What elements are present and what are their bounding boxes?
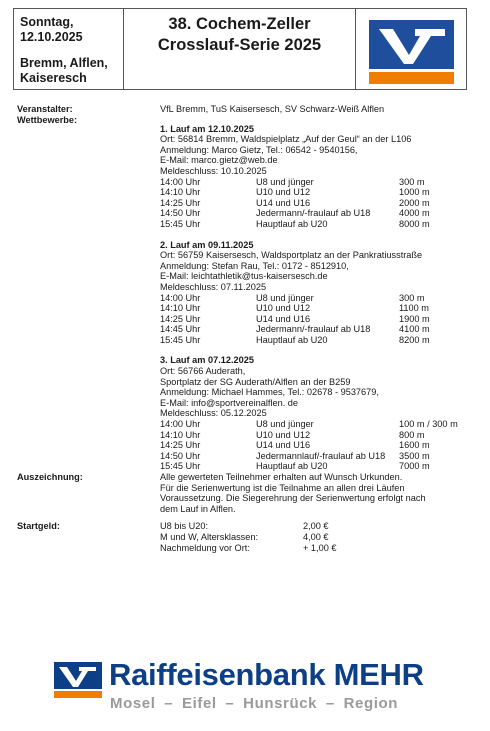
start-time: 15:45 Uhr <box>160 218 201 229</box>
awards-row <box>17 472 477 514</box>
schedule-row <box>160 198 477 209</box>
race-block <box>160 124 477 230</box>
schedule-row <box>160 219 477 230</box>
sponsor-tagline: Mosel – Eifel – Hunsrück – Region <box>110 695 399 712</box>
awards-text <box>160 472 477 514</box>
age-class: U8 und jünger <box>256 292 314 303</box>
schedule-row <box>160 440 477 451</box>
distance: 2000 m <box>399 197 430 208</box>
age-class: Jedermann/-fraulauf ab U18 <box>256 324 371 335</box>
age-class: U14 und U16 <box>256 197 311 208</box>
age-class: Hauptlauf ab U20 <box>256 334 328 345</box>
fee-row <box>160 532 477 543</box>
race-info-line: Meldeschluss: 07.11.2025 <box>160 281 267 292</box>
race-info-line: Anmeldung: Marco Gietz, Tel.: 06542 - 9540156, <box>160 144 358 155</box>
start-time: 14:25 Uhr <box>160 440 201 451</box>
age-class: U14 und U16 <box>256 313 311 324</box>
fee-row <box>160 543 477 554</box>
place-line-1: Bremm, Alflen, <box>20 56 108 70</box>
distance: 800 m <box>399 429 425 440</box>
fee-amount: + 1,00 € <box>303 542 337 553</box>
race-block <box>160 240 477 346</box>
volksbank-raiffeisenbank-logo-icon <box>369 20 454 84</box>
competitions-row <box>17 115 477 472</box>
header-box <box>13 8 467 90</box>
fees-label: Startgeld: <box>17 521 60 532</box>
distance: 300 m <box>399 176 425 187</box>
fee-name: M und W, Altersklassen: <box>160 531 259 542</box>
date-place-cell <box>14 9 124 89</box>
race-title: 2. Lauf am 09.11.2025 <box>160 239 254 250</box>
competitions-label: Wettbewerbe: <box>17 114 78 125</box>
race-info-line: Anmeldung: Stefan Rau, Tel.: 0172 - 8512910, <box>160 260 349 271</box>
age-class: Hauptlauf ab U20 <box>256 461 328 472</box>
schedule-row <box>160 314 477 325</box>
age-class: U8 und jünger <box>256 176 314 187</box>
date-day: Sonntag, <box>20 15 74 29</box>
awards-label: Auszeichnung: <box>17 472 83 482</box>
schedule-row <box>160 335 477 346</box>
race-info-line: E-Mail: info@sportvereinalflen. de <box>160 397 299 408</box>
awards-line: Für die Serienwertung ist die Teilnahme an allen drei Läufen <box>160 482 405 493</box>
age-class: Jedermannlauf/-fraulauf ab U18 <box>256 450 386 461</box>
awards-line: Voraussetzung. Die Siegerehrung der Serienwertung erfolgt nach <box>160 493 426 504</box>
distance: 1900 m <box>399 313 430 324</box>
organizer-value: VfL Bremm, TuS Kaisersesch, SV Schwarz-Weiß Alflen <box>160 104 385 114</box>
distance: 300 m <box>399 292 425 303</box>
start-time: 14:45 Uhr <box>160 324 201 335</box>
start-time: 15:45 Uhr <box>160 461 201 472</box>
age-class: U10 und U12 <box>256 429 311 440</box>
distance: 4000 m <box>399 208 430 219</box>
start-time: 14:25 Uhr <box>160 197 201 208</box>
distance: 1100 m <box>399 303 429 314</box>
distance: 100 m / 300 m <box>399 419 458 430</box>
schedule-row <box>160 177 477 188</box>
schedule-row <box>160 419 477 430</box>
age-class: U10 und U12 <box>256 303 311 314</box>
raiffeisenbank-logo-icon <box>54 662 102 698</box>
distance: 7000 m <box>399 461 430 472</box>
start-time: 14:25 Uhr <box>160 313 201 324</box>
schedule-row <box>160 293 477 304</box>
organizer-row <box>17 104 477 115</box>
distance: 3500 m <box>399 450 430 461</box>
race-info-line: E-Mail: marco.gietz@web.de <box>160 155 278 166</box>
age-class: U8 und jünger <box>256 419 314 430</box>
race-info-line: Meldeschluss: 10.10.2025 <box>160 165 267 176</box>
start-time: 14:10 Uhr <box>160 187 201 198</box>
fee-amount: 2,00 € <box>303 521 329 532</box>
fee-name: Nachmeldung vor Ort: <box>160 542 250 553</box>
age-class: U14 und U16 <box>256 440 311 451</box>
start-time: 14:00 Uhr <box>160 292 201 303</box>
fee-row <box>160 521 477 532</box>
event-title-cell <box>124 9 356 89</box>
schedule-row <box>160 187 477 198</box>
distance: 1600 m <box>399 440 430 451</box>
start-time: 14:50 Uhr <box>160 450 201 461</box>
distance: 1000 m <box>399 187 430 198</box>
start-time: 15:45 Uhr <box>160 334 201 345</box>
schedule-row <box>160 324 477 335</box>
fee-name: U8 bis U20: <box>160 521 209 532</box>
awards-line: Alle gewerteten Teilnehmer erhalten auf Wunsch Urkunden. <box>160 472 403 482</box>
event-title-line-1: 38. Cochem-Zeller <box>168 15 311 33</box>
race-info-line: Meldeschluss: 05.12.2025 <box>160 408 267 419</box>
distance: 8000 m <box>399 218 430 229</box>
schedule-row <box>160 451 477 462</box>
date-value: 12.10.2025 <box>20 29 83 44</box>
start-time: 14:50 Uhr <box>160 208 201 219</box>
event-title-line-2: Crosslauf-Serie 2025 <box>157 36 322 54</box>
race-info-line: Ort: 56814 Bremm, Waldspielplatz „Auf der Geul“ an der L106 <box>160 134 412 145</box>
fees-row <box>17 521 477 553</box>
awards-line: dem Lauf in Alflen. <box>160 503 236 514</box>
organizer-label: Veranstalter: <box>17 104 73 114</box>
race-info-line: Anmeldung: Michael Hammes, Tel.: 02678 - 9537679, <box>160 387 379 398</box>
fee-amount: 4,00 € <box>303 531 329 542</box>
age-class: U10 und U12 <box>256 187 311 198</box>
main-content <box>17 104 477 553</box>
start-time: 14:00 Uhr <box>160 176 201 187</box>
races-list <box>160 115 477 472</box>
race-info-line: Ort: 56766 Auderath, <box>160 366 246 377</box>
schedule-row <box>160 430 477 441</box>
start-time: 14:10 Uhr <box>160 429 201 440</box>
sponsor-logo <box>54 658 454 718</box>
logo-cell <box>356 9 466 89</box>
race-info-line: E-Mail: leichtathletik@tus-kaisersesch.de <box>160 271 328 282</box>
start-time: 14:10 Uhr <box>160 303 201 314</box>
schedule-row <box>160 208 477 219</box>
race-title: 1. Lauf am 12.10.2025 <box>160 123 254 134</box>
distance: 8200 m <box>399 334 430 345</box>
place-line-2: Kaiseresch <box>20 70 87 85</box>
distance: 4100 m <box>399 324 430 335</box>
race-block <box>160 355 477 472</box>
schedule-row <box>160 303 477 314</box>
start-time: 14:00 Uhr <box>160 419 201 430</box>
schedule-row <box>160 461 477 472</box>
age-class: Jedermann/-fraulauf ab U18 <box>256 208 371 219</box>
sponsor-name: Raiffeisenbank MEHR <box>109 657 424 692</box>
race-title: 3. Lauf am 07.12.2025 <box>160 355 254 366</box>
race-info-line: Sportplatz der SG Auderath/Alflen an der B259 <box>160 376 351 387</box>
race-info-line: Ort: 56759 Kaisersesch, Waldsportplatz an der Pankratiusstraße <box>160 250 423 261</box>
fees-list <box>160 521 477 553</box>
age-class: Hauptlauf ab U20 <box>256 218 328 229</box>
